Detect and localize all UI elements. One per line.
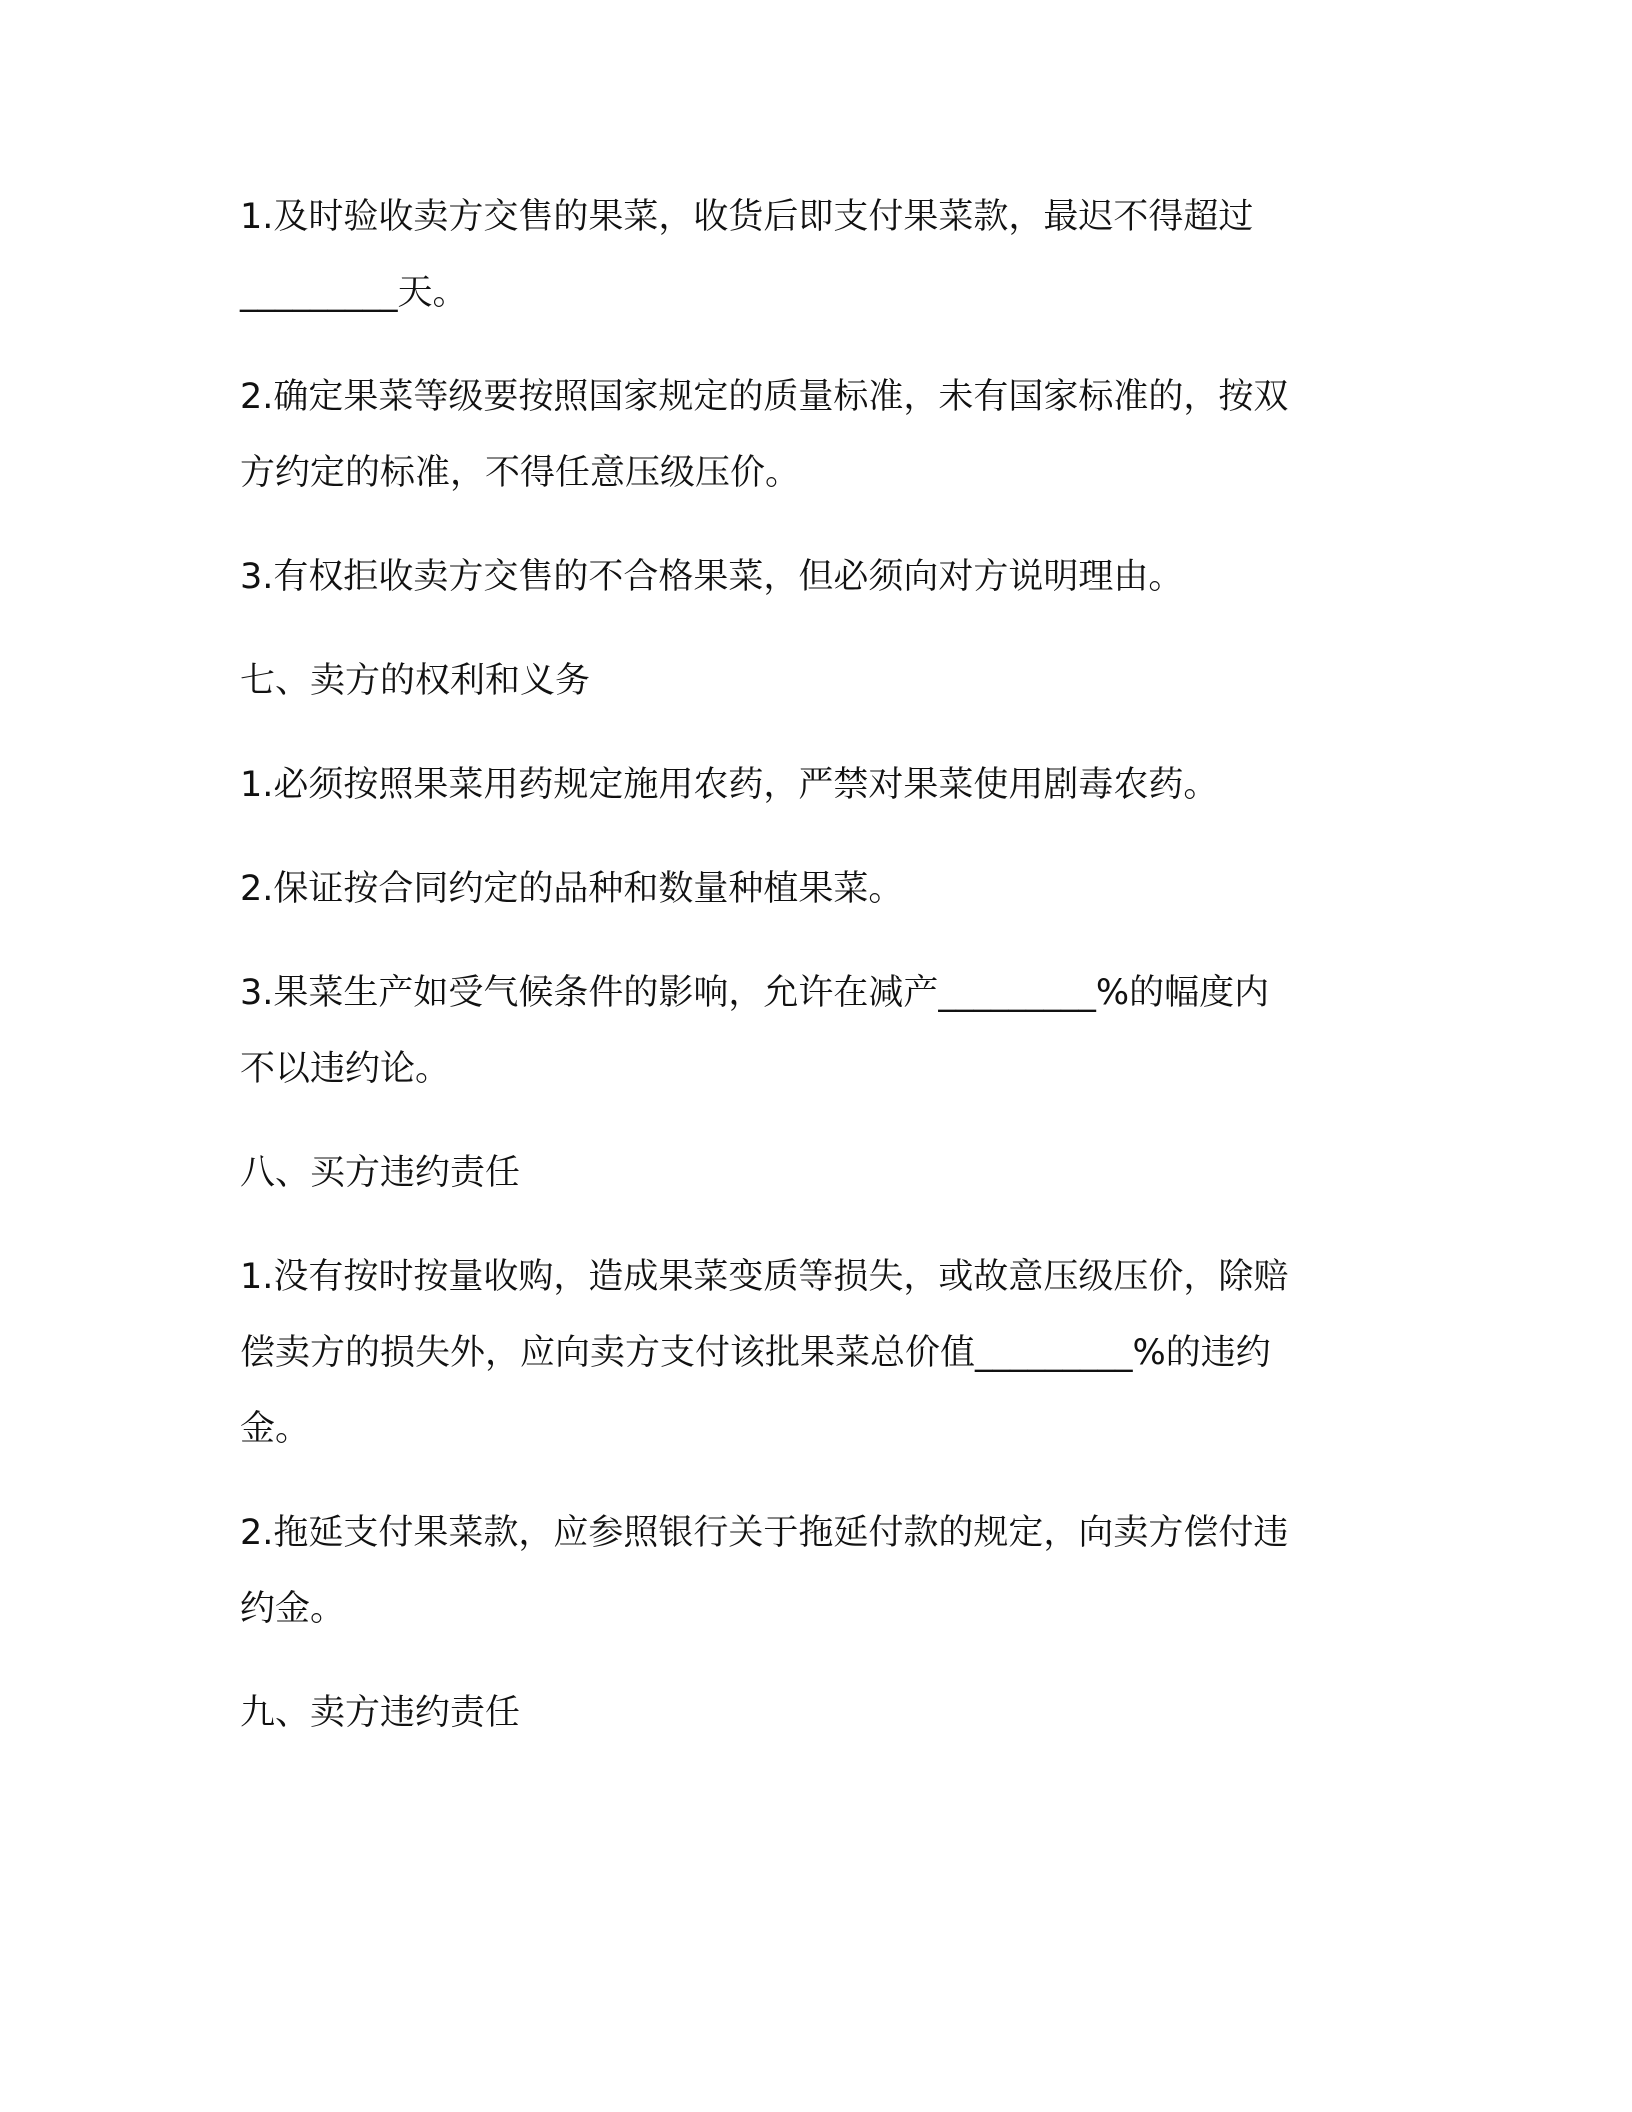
text-line: 2.保证按合同约定的品种和数量种植果菜。 [240,869,904,909]
list-item-grade-standard [240,359,1380,511]
text-line: 3.果菜生产如受气候条件的影响，允许在减产_________%的幅度内 [240,973,1270,1013]
text-line: 不以违约论。 [240,1049,451,1089]
text-line: 偿卖方的损失外，应向卖方支付该批果菜总价值_________%的违约 [240,1333,1271,1373]
list-item-variety-quantity [240,851,1380,927]
text-line: 金。 [240,1409,311,1449]
list-item-pesticide-rules [240,747,1380,823]
text-line: 2.确定果菜等级要按照国家规定的质量标准，未有国家标准的，按双 [240,377,1289,417]
heading-text: 八、买方违约责任 [240,1153,521,1193]
section-heading-seller-rights [240,643,1380,719]
list-item-weather-reduction [240,955,1380,1107]
document-body [240,179,1380,1779]
text-line: 3.有权拒收卖方交售的不合格果菜，但必须向对方说明理由。 [240,557,1184,597]
text-line: 约金。 [240,1589,346,1629]
text-line: 1.没有按时按量收购，造成果菜变质等损失，或故意压级压价，除赔 [240,1257,1289,1297]
section-heading-buyer-liability [240,1135,1380,1211]
text-line: 1.必须按照果菜用药规定施用农药，严禁对果菜使用剧毒农药。 [240,765,1219,805]
heading-text: 七、卖方的权利和义务 [240,661,591,701]
section-heading-seller-liability [240,1675,1380,1751]
text-line: _________天。 [240,273,468,313]
list-item-buyer-inspect-pay [240,179,1380,331]
list-item-purchase-default [240,1239,1380,1467]
list-item-reject-unqualified [240,539,1380,615]
text-line: 1.及时验收卖方交售的果菜，收货后即支付果菜款，最迟不得超过 [240,197,1254,237]
heading-text: 九、卖方违约责任 [240,1693,521,1733]
text-line: 方约定的标准，不得任意压级压价。 [240,453,801,493]
text-line: 2.拖延支付果菜款，应参照银行关于拖延付款的规定，向卖方偿付违 [240,1513,1289,1553]
list-item-late-payment [240,1495,1380,1647]
